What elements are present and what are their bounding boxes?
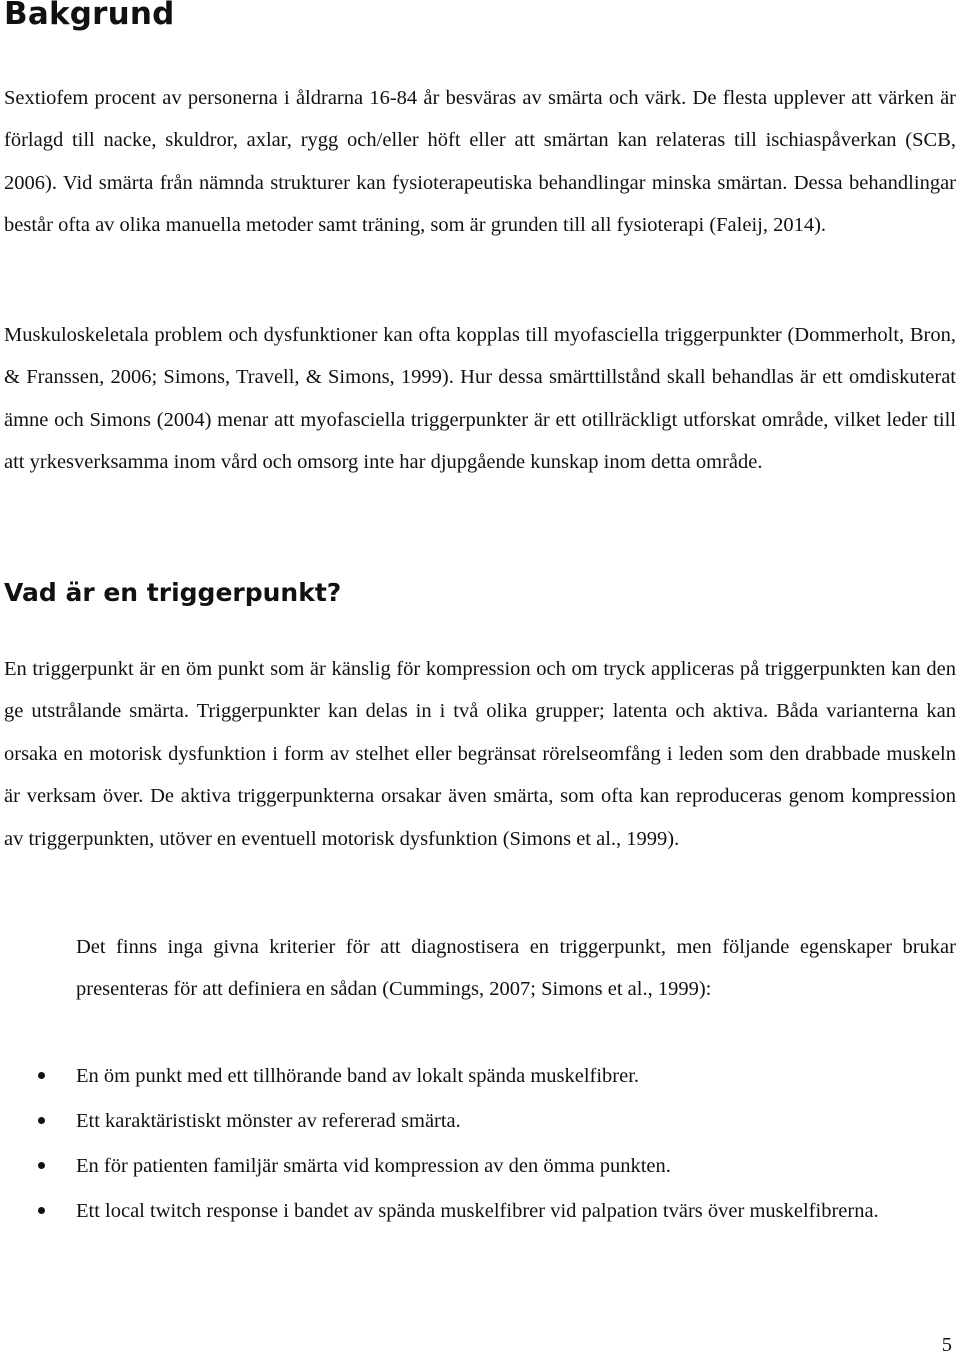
list-item [0, 1100, 956, 1142]
body-paragraph: En triggerpunkt är en öm punkt som är känslig för kompression och om tryck appliceras på triggerpunkten kan den ge utstrålande smärta. Triggerpunkter kan delas in i två olika grupper; latenta och aktiva. Båda varianterna kan orsaka en motorisk dysfunktion i form av stelhet eller begränsat rörelseomfång i leden som den drabbade muskeln är verksam över. De aktiva triggerpunkterna orsakar även smärta, som ofta kan reproduceras genom kompression av triggerpunkten, utöver en eventuell motorisk dysfunktion (Simons et al., 1999). [4, 658, 956, 850]
list-item-text: Ett local twitch response i bandet av spända muskelfibrer vid palpation tvärs över muskelfibrerna. [76, 1199, 879, 1222]
list-item-text: Ett karaktäristiskt mönster av refererad smärta. [76, 1109, 461, 1132]
list-intro-paragraph: Det finns inga givna kriterier för att diagnostisera en triggerpunkt, men följande egenskaper brukar presenteras för att definiera en sådan (Cummings, 2007; Simons et al., 1999): [76, 936, 956, 1001]
criteria-list [0, 1055, 956, 1235]
bullet-icon [38, 1072, 45, 1079]
bullet-icon [38, 1117, 45, 1124]
list-item-text: En för patienten familjär smärta vid kompression av den ömma punkten. [76, 1154, 671, 1177]
body-paragraph: Muskuloskeletala problem och dysfunktioner kan ofta kopplas till myofasciella triggerpunkter (Dommerholt, Bron, & Franssen, 2006; Simons, Travell, & Simons, 1999). Hur dessa smärttillstånd skall behandlas är ett omdiskuterat ämne och Simons (2004) menar att myofasciella triggerpunkter är ett otillräckligt utforskat område, vilket leder till att yrkesverksamma inom vård och omsorg inte har djupgående kunskap inom detta område. [4, 324, 956, 474]
list-item [0, 1190, 956, 1232]
list-item-text: En öm punkt med ett tillhörande band av lokalt spända muskelfibrer. [76, 1065, 640, 1087]
section-title: Bakgrund [4, 0, 175, 32]
subsection-title: Vad är en triggerpunkt? [4, 578, 342, 607]
list-item [0, 1055, 956, 1097]
page-number: 5 [941, 1334, 952, 1356]
body-paragraph: Sextiofem procent av personerna i åldrarna 16-84 år besväras av smärta och värk. De flesta upplever att värken är förlagd till nacke, skuldror, axlar, rygg och/eller höft eller att smärtan kan relateras till ischiaspåverkan (SCB, 2006). Vid smärta från nämnda strukturer kan fysioterapeutiska behandlingar minska smärtan. Dessa behandlingar består ofta av olika manuella metoder samt träning, som är grunden till all fysioterapi (Faleij, 2014). [4, 87, 956, 237]
list-item [0, 1145, 956, 1187]
bullet-icon [38, 1207, 45, 1214]
bullet-icon [38, 1162, 45, 1169]
